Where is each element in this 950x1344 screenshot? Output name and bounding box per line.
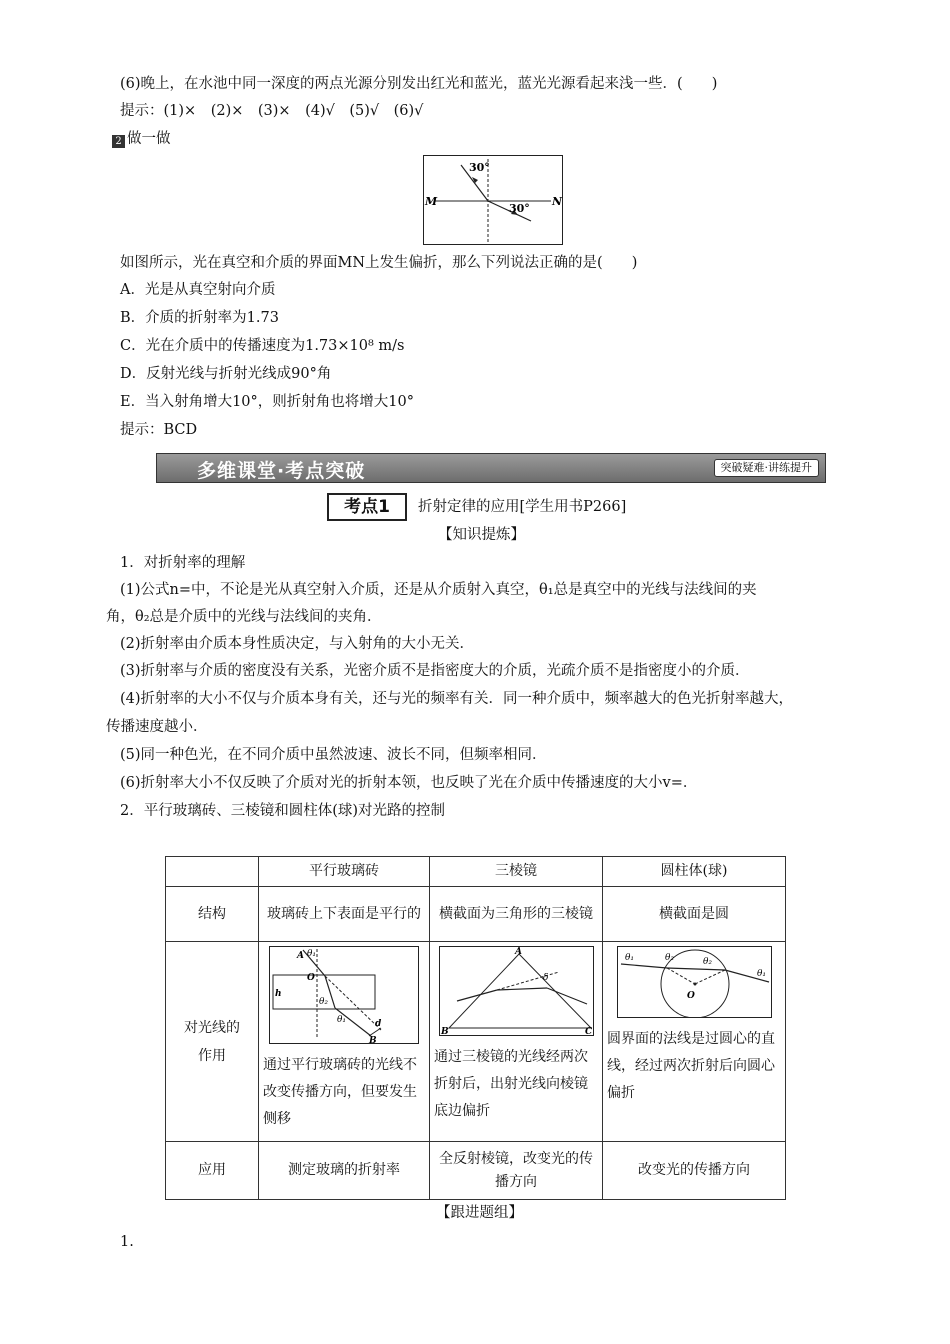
svg-text:C: C [584, 1027, 592, 1036]
optics-table [165, 856, 786, 1200]
angle-top-label: 30° [469, 161, 490, 174]
kaodian-badge: 考点1 [327, 493, 407, 521]
point-3: (3)折射率与介质的密度没有关系，光密介质不是指密度大的介质，光疏介质不是指密度小的介质． [120, 663, 750, 679]
option-e: E．当入射角增大10°，则折射角也将增大10° [120, 394, 414, 410]
point-4-cont: 传播速度越小． [106, 719, 208, 735]
cylinder-figure [617, 946, 772, 1018]
row-label: 结构 [166, 887, 259, 942]
table-row-structure [166, 887, 786, 942]
svg-text:θ₂: θ₂ [702, 957, 712, 967]
point-1: (1)公式n=中，不论是光从真空射入介质，还是从介质射入真空，θ₁总是真空中的光线与法线间的夹 [120, 582, 757, 598]
table-cell-text: 圆界面的法线是过圆心的直线，经过两次折射后向圆心偏折 [607, 1031, 775, 1101]
svg-text:d: d [375, 1019, 382, 1029]
kaodian-title: 折射定律的应用[学生用书P266] [418, 499, 627, 515]
knowledge-heading: 【知识提炼】 [438, 527, 525, 543]
row-label: 应用 [166, 1142, 259, 1200]
refraction-figure [423, 155, 563, 245]
table-header-cell: 三棱镜 [430, 857, 603, 887]
svg-text:θ₁: θ₁ [756, 969, 766, 979]
svg-text:θ₁: θ₁ [624, 953, 634, 963]
point-2: (2)折射率由介质本身性质决定，与入射角的大小无关． [120, 636, 475, 652]
table-cell-text: 通过三棱镜的光线经两次折射后，出射光线向棱镜底边偏折 [434, 1049, 588, 1119]
svg-text:O: O [307, 973, 315, 983]
do-section-heading [112, 129, 171, 149]
svg-text:h: h [275, 989, 282, 999]
svg-text:θ₂: θ₂ [319, 997, 329, 1007]
point-6: (6)折射率大小不仅反映了介质对光的折射本领，也反映了光在介质中传播速度的大小v=． [120, 775, 698, 791]
do-section-title: 做一做 [127, 131, 171, 147]
svg-text:B: B [440, 1027, 449, 1036]
follow-item-1: 1. [120, 1234, 134, 1250]
table-header-cell: 平行玻璃砖 [259, 857, 430, 887]
table-header-cell: 圆柱体(球) [603, 857, 786, 887]
do-answer: 提示：BCD [120, 422, 198, 438]
point-4: (4)折射率的大小不仅与介质本身有关，还与光的频率有关．同一种介质中，频率越大的色光折射率越大， [120, 691, 794, 707]
question-6: (6)晚上，在水池中同一深度的两点光源分别发出红光和蓝光，蓝光光源看起来浅一些．( ) [120, 76, 718, 92]
row-label: 对光线的作用 [166, 942, 259, 1142]
banner-title: 多维课堂·考点突破 [197, 460, 366, 482]
svg-text:θ₁: θ₁ [337, 1015, 347, 1025]
table-cell [603, 942, 786, 1142]
section-1-title: 1．对折射率的理解 [120, 555, 246, 571]
table-cell: 横截面是圆 [603, 887, 786, 942]
label-m: M [425, 195, 438, 208]
svg-text:B: B [369, 1036, 377, 1044]
table-cell [259, 942, 430, 1142]
table-header-row [166, 857, 786, 887]
glass-slab-figure [269, 946, 419, 1044]
angle-bottom-label: 30° [509, 202, 530, 215]
label-n: N [552, 195, 563, 208]
option-a: A．光是从真空射向介质 [120, 282, 276, 298]
svg-text:θ₁: θ₁ [307, 949, 317, 959]
table-header-cell [166, 857, 259, 887]
svg-text:A: A [297, 951, 304, 961]
table-cell: 玻璃砖上下表面是平行的 [259, 887, 430, 942]
option-c: C．光在介质中的传播速度为1.73×10⁸ m/s [120, 338, 405, 354]
do-question: 如图所示，光在真空和介质的界面MN上发生偏折，那么下列说法正确的是( ) [120, 255, 638, 271]
point-1-cont: 角，θ₂总是介质中的光线与法线间的夹角． [106, 609, 382, 625]
option-d: D．反射光线与折射光线成90°角 [120, 366, 332, 382]
table-cell: 全反射棱镜，改变光的传播方向 [430, 1142, 603, 1200]
table-cell-text: 通过平行玻璃砖的光线不改变传播方向，但要发生侧移 [263, 1057, 417, 1127]
section-number-badge: 2 [112, 135, 125, 148]
table-cell [430, 942, 603, 1142]
svg-text:θ₂: θ₂ [664, 953, 674, 963]
section-banner [156, 453, 826, 483]
table-row-effect [166, 942, 786, 1142]
table-cell: 测定玻璃的折射率 [259, 1142, 430, 1200]
table-cell: 横截面为三角形的三棱镜 [430, 887, 603, 942]
section-2-title: 2．平行玻璃砖、三棱镜和圆柱体(球)对光路的控制 [120, 803, 446, 819]
prism-figure [439, 946, 594, 1036]
option-b: B．介质的折射率为1.73 [120, 310, 279, 326]
banner-tag: 突破疑难·讲练提升 [714, 459, 820, 477]
svg-text:O: O [686, 991, 695, 1001]
hint-line: 提示：(1)× (2)× (3)× (4)√ (5)√ (6)√ [120, 103, 424, 119]
svg-text:δ: δ [542, 973, 548, 983]
point-5: (5)同一种色光，在不同介质中虽然波速、波长不同，但频率相同． [120, 747, 547, 763]
follow-heading: 【跟进题组】 [436, 1205, 523, 1221]
table-row-application [166, 1142, 786, 1200]
table-cell: 改变光的传播方向 [603, 1142, 786, 1200]
svg-text:A: A [514, 947, 522, 957]
